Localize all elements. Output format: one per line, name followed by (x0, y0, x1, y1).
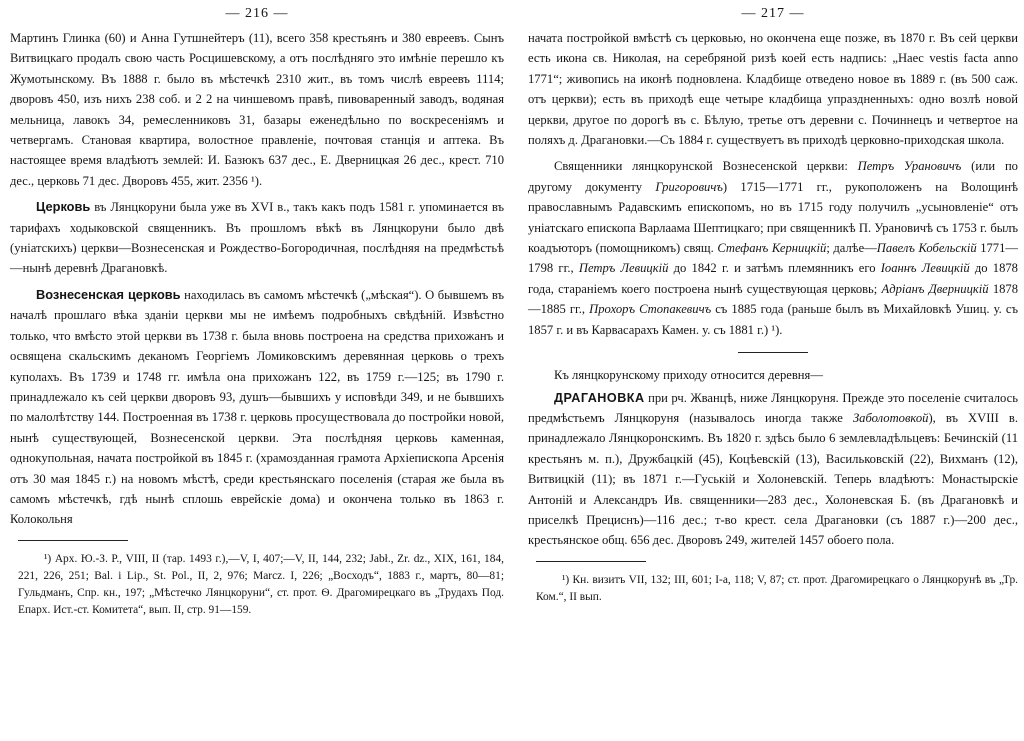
priest-name: Павелъ Кобельскій (876, 241, 977, 256)
text: съ 1885 года (раньше былъ въ Михайловкѣ Ушиц. у. съ 1857 г. и въ Карвасарахъ Камен. у. съ 1881 г.) ¹). (528, 302, 1018, 337)
paragraph (10, 285, 504, 530)
section-heading: ДРАГАНОВКА (554, 390, 645, 405)
right-page (528, 0, 1018, 741)
footnote-text: ¹) Арх. Ю.-З. Р., VIII, II (тар. 1493 г.),—V, I, 407;—V, II, 144, 232; Jabł., Zr. dz., XIX, 161, 184, 221, 226, 251; Bal. i Lip., St. Pol., II, 2, 976; Marcz. I, 226; „Восходъ“, 1883 г., мартъ, 80—81; Гульдманъ, Спр. кн., 197; „Мѣстечко Лянцкоруни“, ст. прот. Ѳ. Драгомирецкаго въ „Трудахъ Под. Епарх. Ист.-ст. Комитета“, вып. II, стр. 91—159. (18, 552, 504, 616)
text: ) 1715—1771 гг., рукоположенъ на Волощинѣ православнымъ Радавскимъ епископомъ, но въ 1715 году получилъ „усыновленіе“ отъ уніатскаго епископа Варлаама Шептицкаго; при священникѣ П. Урановичѣ съ 1753 г. былъ коадъюторъ (помощникомъ) свящ. (528, 179, 1019, 256)
paragraph: начата постройкой вмѣстѣ съ церковью, но окончена еще позже, въ 1870 г. Въ сей церкви есть икона св. Николая, на серебряной ризѣ коей есть надпись: „Haec vestis facta anno 1771“; живопись на иконѣ подновлена. Кладбище отведено новое въ 1889 г. (въ 500 саж. отъ церкви); есть въ приходѣ еще четыре кладбища упраздненныхъ: одно возлѣ новой церкви, другое по дорогѣ въ с. Бѣлую, третье отъ деревни с. Починнецъ и четвертое на поляхъ д. Драгановки.—Съ 1884 г. существуетъ въ приходѣ церковно-приходская школа. (528, 31, 1018, 148)
right-page-body-2 (528, 365, 1018, 551)
priest-name: Іоаннъ Левицкій (880, 261, 970, 276)
footnote (536, 572, 1018, 606)
text: Священники лянцкорунской Вознесенской церкви: (554, 159, 858, 174)
footnote (18, 551, 504, 619)
text: ), въ XVIII в. принадлежало Лянцкоронскимъ. Въ 1820 г. здѣсь было 6 землевладѣльцевъ: Бечинскій (11 крестьянъ м. п.), Дружбацкій (45), Коцѣевскій (13), Васильковскій (22), Вихманъ (12), Витвицкій (11); въ 1871 г.—Гуській и Холоневскій. Теперь владѣютъ: Монастырскіе Антоній и Александръ Ив. священники—283 дес., Холоневская Б. (въ Драгановкѣ и приселкѣ Прециснъ)—116 дес.; т-во крест. села Драгановки (съ 1887 г.)—200 дес., крестьянское общ. 656 дес. Дворовъ 249, жителей 1457 обоего пола. (528, 410, 1018, 548)
paragraph-text: въ Лянцкоруни была уже въ XVI в., такъ какъ подъ 1581 г. упоминается въ тарифахъ ходыковской священникъ. Въ прошломъ вѣкѣ въ Лянцкоруни было двѣ (уніатскихъ) церкви—Вознесенская и Рождество-Богородичная, послѣдняя на предмѣстьѣ—нынѣ деревнѣ Драгановкѣ. (10, 200, 504, 276)
section-heading: Вознесенская церковь (36, 286, 181, 302)
text: при рч. Жванцѣ, ниже Лянцкоруня. Прежде это поселеніе считалось предмѣстьемъ Лянцкоруня (называлось иногда также (528, 390, 1018, 425)
text: 1878—1885 гг., (528, 281, 1019, 317)
priest-name: Григоровичъ (655, 179, 723, 194)
paragraph (528, 388, 1018, 551)
section-heading: Церковь (36, 199, 91, 215)
page-number: — 216 — (225, 6, 289, 21)
text: 1771—1798 гг., (528, 241, 1018, 276)
paragraph (10, 197, 504, 279)
page-number: — 217 — (741, 6, 805, 21)
paragraph-text: находилась въ самомъ мѣстечкѣ („мѣская“). О бывшемъ въ началѣ прошлаго вѣка зданіи церкви мы не имѣемъ подробныхъ свѣдѣній. Извѣстно только, что вмѣсто этой церкви въ 1738 г. была вновь построена на средства прихожанъ и освящена скальскимъ деканомъ Георгіемъ Ломиковскимъ деревянная церковь о трехъ куполахъ. Въ 1739 и 1748 гг. имѣла она прихожанъ 122, въ 1759 г.—125; въ 1790 г. принадлежало къ сей церкви дворовъ 93, душъ—бывшихъ у исповѣди 349, и не бывшихъ по малолѣтству 144. Построенная въ 1738 г. церковь просуществовала до постройки новой, нынѣ существующей, Вознесенской церкви. Эта послѣдняя церковь каменная, однокупольная, начата постройкой въ 1845 г. (храмозданная грамота Архіепископа Арсенія отъ 30 мая 1845 г.) на новомъ мѣстѣ, среди крестьянскаго поселенія (старая же была въ самомъ мѣстечкѣ, гдѣ нынѣ сплошь еврейскіе дома) и окончена только въ 1863 г. Колокольня (10, 287, 505, 527)
priest-name: Петръ Урановичъ (857, 159, 962, 174)
paragraph (528, 156, 1018, 340)
left-page-body (10, 28, 504, 530)
priest-name: Адріанъ Дверницкій (881, 281, 989, 296)
footnote-divider (18, 540, 128, 541)
text: (или по другому документу (528, 159, 1018, 194)
paragraph: Мартинъ Глинка (60) и Анна Гутшнейтеръ (11), всего 358 крестьянъ и 380 евреевъ. Сынъ Витвицкаго продалъ свою часть Росцишевскому, а отъ послѣдняго это имѣніе перешло къ Жумотынскому. Въ 1888 г. было въ мѣстечкѣ 2310 жит., въ томъ числѣ евреевъ 1114; дворовъ 450, изъ нихъ 238 соб. и 2 2 на чиншевомъ правѣ, пивоваренный заводъ, водяная мельница, лавокъ 34, ремесленниковъ 31, базары еженедѣльно по воскресеніямъ и четвергамъ. Становая квартира, волостное правленіе, почтовая станція и аптека. Въ настоящее время владѣютъ землей: И. Базюкъ 637 дес., Е. Дверницкая 26 дес., крест. 710 дес., церковь 71 дес. Дворовъ 455, жит. 2356 ¹). (10, 31, 504, 188)
left-page (10, 0, 504, 741)
priest-name: Стефанъ Керницкій (717, 241, 827, 256)
priest-name: Прохоръ Стопакевичъ (589, 302, 712, 317)
footnote-text: ¹) Кн. визитъ VII, 132; III, 601; I-a, 118; V, 87; ст. прот. Драгомирецкаго о Лянцкорунѣ въ „Тр. Ком.“, II вып. (536, 573, 1018, 603)
text: до 1878 года, стараніемъ коего построена нынѣ существующая церковь; (528, 261, 1018, 296)
text: ; далѣе— (826, 241, 877, 256)
paragraph: Къ лянцкорунскому приходу относится деревня— (554, 368, 823, 383)
text: до 1842 г. и затѣмъ племянникъ его (668, 261, 881, 276)
place-name: Заболотовкой (852, 410, 929, 425)
section-divider (738, 352, 808, 353)
priest-name: Петръ Левицкій (578, 261, 669, 276)
right-page-body (528, 28, 1018, 340)
footnote-divider (536, 561, 646, 562)
